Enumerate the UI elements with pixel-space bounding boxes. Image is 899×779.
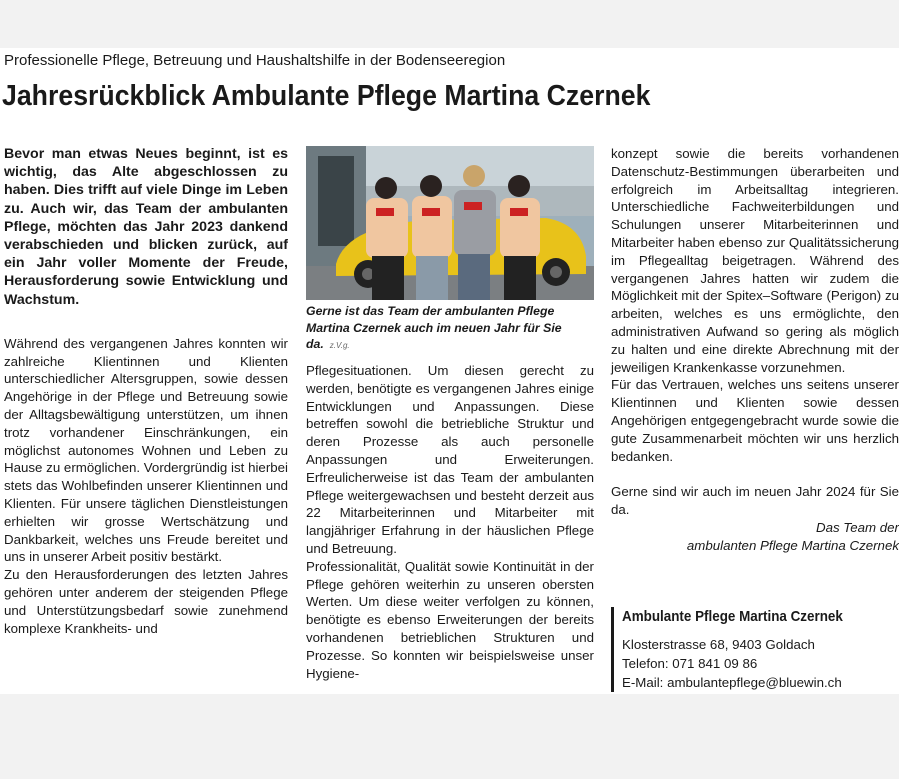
lead-paragraph: Bevor man etwas Neues beginnt, ist es wichtig, das Alte abgeschlossen zu haben. Dies trifft auf viele Dinge im Leben zu. Auch wir, das Team der ambulanten Pflege, möchten das Jahr 2023 dankend verabschieden und blicken zurück, auf ein Jahr voller Momente der Freude, Herausforderung sowie Entwicklung und Wachstum.: [4, 146, 288, 308]
contact-phone: Telefon: 071 841 09 86: [622, 656, 758, 671]
body-paragraph: Professionalität, Qualität sowie Kontinuität in der Pflege gehören weiterhin zu unseren obersten Werten. Um diese weiter verfolgen zu können, benötigte es ebenso Erweiterungen der bereits vorhandenen betrieblichen Strukturen und Prozesse. So konnten wir beispielsweise unser Hygiene-: [306, 558, 594, 681]
contact-name: Ambulante Pflege Martina Czernek: [622, 609, 843, 625]
contact-address: Klosterstrasse 68, 9403 Goldach: [622, 637, 815, 652]
body-paragraph: Während des vergangenen Jahres konnten wir zahlreiche Klientinnen und Klienten unterschiedlicher Altersgruppen, sowie dessen Angehörige in der Pflege und Betreuung sowie der Alltagsbewältigung unterstützen, um ihnen trotz vorhandener Einschränkungen, ein möglichst autonomes Wohnen und Leben zu Hause zu ermöglichen. Vordergründig ist hierbei stets das Wohlbefinden unserer Klientinnen und Klienten. Für unsere täglichen Dienstleistungen erhielten wir grosse Wertschätzung und Dankbarkeit, welches uns Freude bereitet und uns in unserer Arbeit positiv bestärkt.: [4, 335, 288, 565]
column-3: [611, 145, 899, 555]
signature-line: Das Team der: [815, 519, 899, 535]
team-photo: [306, 146, 594, 300]
photo-caption: [306, 303, 594, 355]
column-1: [4, 145, 288, 637]
caption-text: Gerne ist das Team der ambulanten Pflege Martina Czernek auch im neuen Jahr für Sie da.: [306, 304, 562, 351]
kicker: Professionelle Pflege, Betreuung und Haushaltshilfe in der Bodenseeregion: [4, 52, 506, 69]
body-paragraph: konzept sowie die bereits vorhandenen Datenschutz-Bestimmungen überarbeiten und erfolgreich im Arbeitsalltag integrieren. Unterschiedliche Fachweiterbildungen und Schulungen unserer Mitarbeiterinnen und Mitarbeiter haben ebenso zur Qualitätssicherung im Pflegealltag beigetragen. Während des vergangenen Jahres hatten wir zudem die Möglichkeit mit der Spitex–Software (Perigon) zu arbeiten, welches es uns ermöglichte, den administrativen Aufwand so gering als möglich zu halten und eine direkte Abrechnung mit der jeweiligen Krankenkasse vorzunehmen.: [611, 146, 899, 375]
contact-box: [611, 607, 899, 692]
team-photo-illustration: [306, 146, 594, 300]
signature-line: ambulanten Pflege Martina Czernek: [686, 537, 899, 553]
body-paragraph: Für das Vertrauen, welches uns seitens unserer Klientinnen und Klienten sowie dessen Angehörigen entgegengebracht wurde sowie die gute Zusammenarbeit möchten wir uns herzlich bedanken.: [611, 377, 899, 464]
photo-credit: z.V.g.: [329, 341, 350, 350]
body-paragraph: Gerne sind wir auch im neuen Jahr 2024 für Sie da.: [611, 484, 899, 518]
body-paragraph: Pflegesituationen. Um diesen gerecht zu werden, benötigte es vergangenen Jahres einige Entwicklungen und Anpassungen. Diese betreffen sowohl die betriebliche Struktur und deren Prozesse als auch personelle Anpassungen und Erweiterungen. Erfreulicherweise ist das Team der ambulanten Pflege weitergewachsen und besteht derzeit aus 22 Mitarbeiterinnen und Mitarbeiter mit langjähriger Erfahrung in der häuslichen Pflege und Betreuung.: [306, 363, 594, 556]
body-paragraph: Zu den Herausforderungen des letzten Jahres gehören unter anderem der steigenden Pflege und Unterstützungsbedarf sowie zunehmend komplexe Krankheits- und: [4, 567, 288, 636]
column-2: [306, 362, 594, 682]
contact-email: E-Mail: ambulantepflege@bluewin.ch: [622, 675, 842, 690]
headline: Jahresrückblick Ambulante Pflege Martina Czernek: [2, 80, 651, 112]
